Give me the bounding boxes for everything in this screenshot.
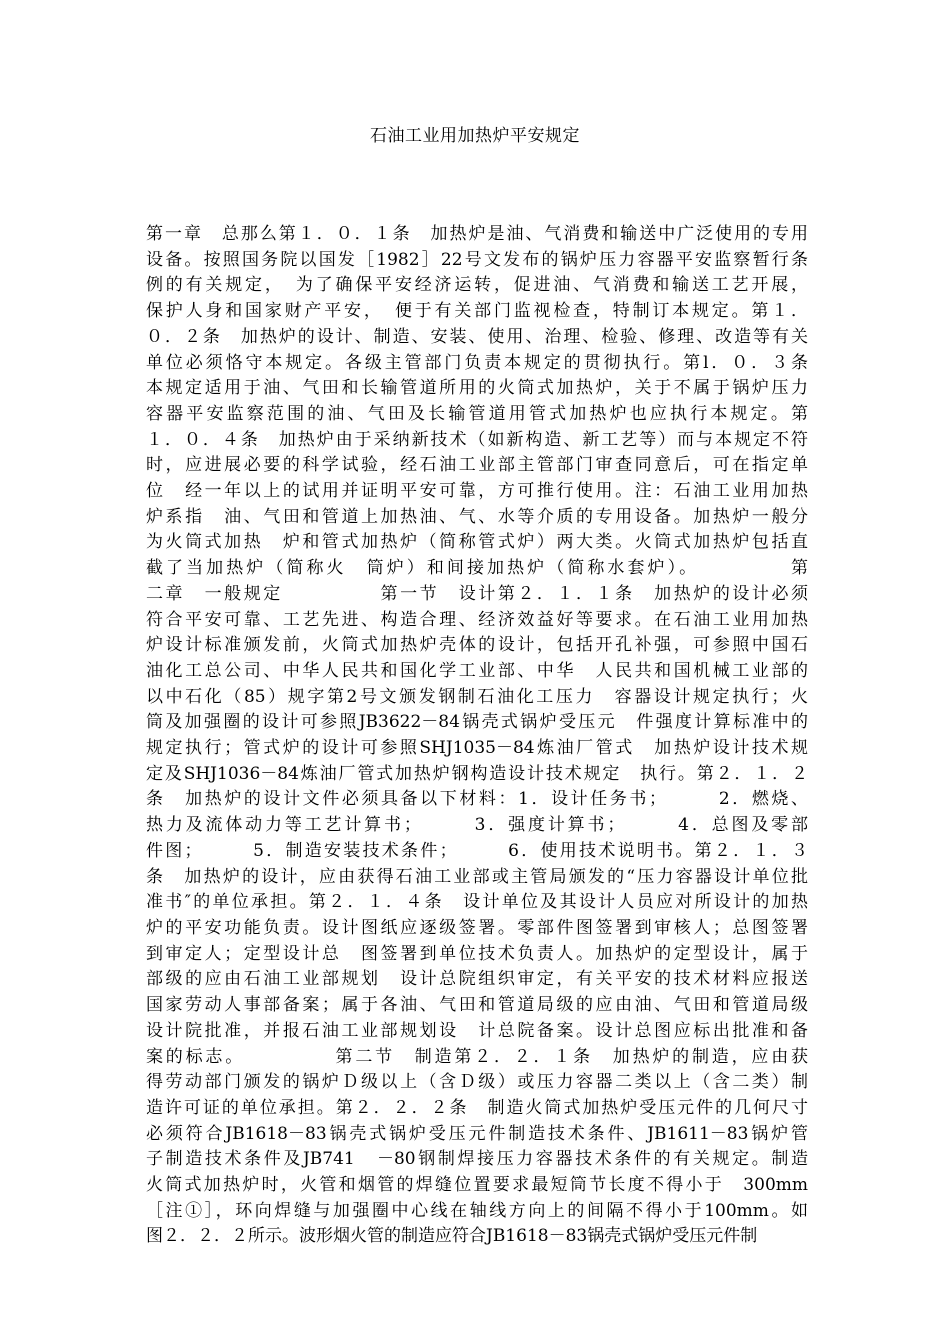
body-text-line: 位 经一年以上的试用并证明平安可靠，方可推行使用。注：石油工业用加热 [146,481,808,502]
body-text-line: 二章 一般规定 第一节 设计第２．１．１条 加热炉的设计必须 [146,583,808,604]
body-text-line: 规定执行；管式炉的设计可参照SHJ1035－84炼油厂管式 加热炉设计技术规 [146,738,808,759]
body-text-line: 炉系指 油、气田和管道上加热油、气、水等介质的专用设备。加热炉一般分 [146,506,808,527]
body-text-line: 截了当加热炉（简称火 筒炉）和间接加热炉（简称水套炉）。 第 [146,558,808,579]
body-text-line: １．０．４条 加热炉由于采纳新技术（如新构造、新工艺等）而与本规定不符 [146,429,808,450]
body-text-line: 热力及流体动力等工艺计算书； 3．强度计算书； 4．总图及零部 [146,815,808,836]
body-text-line: 为火筒式加热 炉和管式加热炉（简称管式炉）两大类。火筒式加热炉包括直 [146,532,808,553]
body-text-line: 部级的应由石油工业部规划 设计总院组织审定，有关平安的技术材料应报送 [146,969,808,990]
document-body [146,222,808,1250]
body-text-line: 例的有关规定， 为了确保平安经济运转，促进油、气消费和输送工艺开展， [146,275,808,296]
body-text-line: 单位必须恪守本规定。各级主管部门负责本规定的贯彻执行。第l．０．３条 [146,352,808,373]
body-text-line: 件图； 5．制造安装技术条件； 6．使用技术说明书。第２．１．３ [146,840,808,861]
body-text-line: 炉设计标准颁发前，火筒式加热炉壳体的设计，包括开孔补强，可参照中国石 [146,635,808,656]
body-text-line: 准书″的单位承担。第２．１．４条 设计单位及其设计人员应对所设计的加热 [146,892,808,913]
body-text-line: ０．２条 加热炉的设计、制造、安装、使用、治理、检验、修理、改造等有关 [146,326,808,347]
body-text-line: 造许可证的单位承担。第２．２．２条 制造火筒式加热炉受压元件的几何尺寸 [146,1097,808,1118]
body-text-line: 图２．２．２所示。波形烟火管的制造应符合JB1618－83锅壳式锅炉受压元件制 [146,1226,758,1247]
body-text-line: 得劳动部门颁发的锅炉Ｄ级以上（含Ｄ级）或压力容器二类以上（含二类）制 [146,1072,808,1093]
body-text-line: 案的标志。 第二节 制造第２．２．１条 加热炉的制造，应由获 [146,1046,808,1067]
body-text-line: 炉的平安功能负责。设计图纸应逐级签署。零部件图签署到审核人；总图签署 [146,917,808,938]
body-text-line: 以中石化（85）规字第2号文颁发钢制石油化工压力 容器设计规定执行；火 [146,686,808,707]
body-text-line: 第一章 总那么第１．０．１条 加热炉是油、气消费和输送中广泛使用的专用 [146,224,808,244]
body-text-line: 定及SHJ1036－84炼油厂管式加热炉钢构造设计技术规定 执行。第２．１．２ [146,763,808,784]
body-text-line: 子制造技术条件及JB741 －80钢制焊接压力容器技术条件的有关规定。制造 [146,1149,808,1170]
body-text-line: 容器平安监察范围的油、气田及长输管道用管式加热炉也应执行本规定。第 [146,403,808,424]
body-text-line: 到审定人；定型设计总 图签署到单位技术负责人。加热炉的定型设计，属于 [146,943,808,964]
body-text-line: 保护人身和国家财产平安， 便于有关部门监视检查，特制订本规定。第１． [146,301,808,322]
body-text-line: 国家劳动人事部备案；属于各油、气田和管道局级的应由油、气田和管道局级 [146,995,808,1016]
document-title: 石油工业用加热炉平安规定 [370,126,580,146]
body-text-line: 条 加热炉的设计文件必须具备以下材料：1．设计任务书； 2．燃烧、 [146,789,808,810]
body-text-line: 设计院批准，并报石油工业部规划设 计总院备案。设计总图应标出批准和备 [146,1020,808,1041]
body-text-line: 必须符合JB1618－83锅壳式锅炉受压元件制造技术条件、JB1611－83锅炉管 [146,1123,808,1144]
body-text-line: ［注①］，环向焊缝与加强圈中心线在轴线方向上的间隔不得小于100mm。如 [146,1200,808,1221]
body-text-line: 本规定适用于油、气田和长输管道所用的火筒式加热炉，关于不属于锅炉压力 [146,378,808,399]
body-text-line: 火筒式加热炉时，火管和烟管的焊缝位置要求最短筒节长度不得小于 300mm [146,1175,808,1196]
body-text-line: 符合平安可靠、工艺先进、构造合理、经济效益好等要求。在石油工业用加热 [146,609,808,630]
body-text-line: 油化工总公司、中华人民共和国化学工业部、中华 人民共和国机械工业部的 [146,660,808,681]
body-text-line: 设备。按照国务院以国发［1982］22号文发布的锅炉压力容器平安监察暂行条 [146,249,808,270]
body-text-line: 筒及加强圈的设计可参照JB3622－84锅壳式锅炉受压元 件强度计算标准中的 [146,712,808,733]
body-text-line: 时，应进展必要的科学试验，经石油工业部主管部门审查同意后，可在指定单 [146,455,808,476]
body-text-line: 条 加热炉的设计，应由获得石油工业部或主管局颁发的“压力容器设计单位批 [146,866,808,887]
